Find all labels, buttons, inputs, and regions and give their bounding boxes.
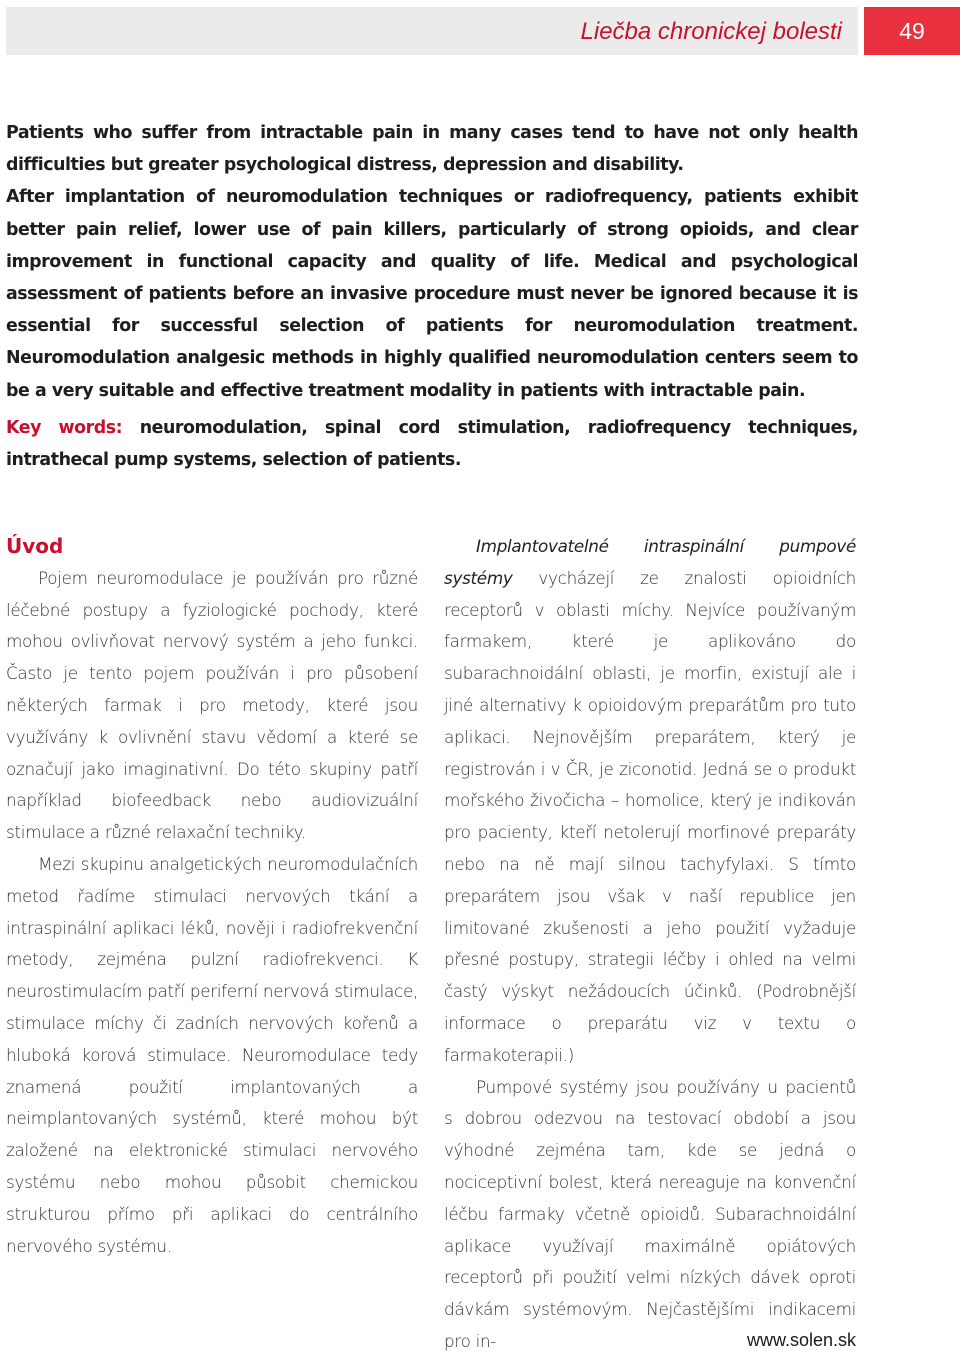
page-number-badge — [864, 7, 960, 55]
abstract-sentence-4: Neuromodulation analgesic methods in highly qualified neuromodulation centers seem to be a very suitable and effective treatment modality in patients with intractable pain. — [6, 348, 858, 401]
left-paragraph-1: Pojem neuromodulace je používán pro různé léčebné postupy a fyziologické pochody, které mohou ovlivňovat nervový systém a jeho funkci. Často je tento pojem používán i pro působení některých farmak i pro metody, které jsou využívány k ovlivnění stavu vědomí a které se označují jako imaginativní. Do této skupiny patří například biofeedback nebo audiovizuální stimulace a různé relaxační techniky. — [6, 567, 418, 843]
abstract-sentence-3: Medical and psychological assessment of patients before an invasive procedure must never be ignored because it is essential for successful selection of patients for neuromodulation treatment. — [6, 251, 859, 337]
keywords-paragraph — [6, 412, 858, 476]
right-paragraph-1-lead: Implantovatelné intraspinální pumpové systémy — [444, 536, 856, 588]
right-paragraph-1-body: vycházejí ze znalosti opioidních receptorů v oblasti míchy. Nejvíce používaným farmakem, které je aplikováno do subarachnoidální oblasti, je morfin, existují ale i jiné alternativy k opioidovým preparátům pro tuto aplikaci. Nejnovějším preparátem, který je registrován i v ČR, je ziconotid. Jedná se o produkt mořského živočicha – homolice, který je indikován pro pacienty, kteří netolerují morfinové preparáty nebo na ně mají silnou tachyfylaxi. S tímto preparátem jsou však v naší republice jen limitované zkušenosti a jeho použití vyžaduje přesné postupy, strategii léčby i ohled na velmi častý výskyt nežádoucích účinků. (Podrobnější informace o preparátu viz v textu o farmakoterapii.) — [444, 567, 856, 1065]
left-column — [6, 531, 418, 1262]
header-title: Liečba chronickej bolesti — [580, 18, 842, 45]
abstract-sentence-1: Patients who suffer from intractable pain in many cases tend to have not only health difficulties but greater psychological distress, depression and disability. — [6, 123, 858, 176]
keywords-label: Key words: — [6, 417, 123, 438]
right-column — [444, 531, 856, 1358]
footer-url: www.solen.sk — [746, 1330, 856, 1350]
right-paragraph-1 — [444, 531, 856, 1072]
right-paragraph-2: Pumpové systémy jsou používány u pacientů s dobrou odezvou na testovací období a jsou výhodné zejména tam, kde se jedná o nociceptivní bolest, která nereaguje na konvenční léčbu farmaky včetně opioidů. Subarachnoidální aplikace využívají maximálně opiátových receptorů při použití velmi nízkých dávek oproti dávkám systémovým. Nejčastějšími indikacemi pro in- — [444, 1076, 856, 1351]
left-paragraph-2: Mezi skupinu analgetických neuromodulačních metod řadíme stimulaci nervových tkání a intraspinální aplikaci léků, nověji i radiofrekvenční metody, zejména pulzní radiofrekvenci. K neurostimulacím patří periferní nervová stimulace, stimulace míchy či zadních nervových kořenů a hluboká korová stimulace. Neuromodulace tedy znamená použití implantovaných a neimplantovaných systémů, které mohou být založené na elektronické stimulaci nervového systému nebo mohou působit chemickou strukturou přímo při aplikaci do centrálního nervového systému. — [6, 853, 418, 1256]
running-header — [6, 7, 858, 55]
section-heading-uvod: Úvod — [6, 534, 64, 558]
page-number: 49 — [899, 17, 925, 44]
abstract-sentence-2: After implantation of neuromodulation techniques or radiofrequency, patients exhibit better pain relief, lower use of pain killers, particularly of strong opioids, and clear improvement in functional capacity and quality of life. — [6, 187, 858, 272]
english-abstract — [6, 117, 858, 476]
keywords-text: neuromodulation, spinal cord stimulation, radiofrequency techniques, intrathecal pump systems, selection of patients. — [6, 417, 859, 471]
abstract-body — [6, 117, 858, 407]
